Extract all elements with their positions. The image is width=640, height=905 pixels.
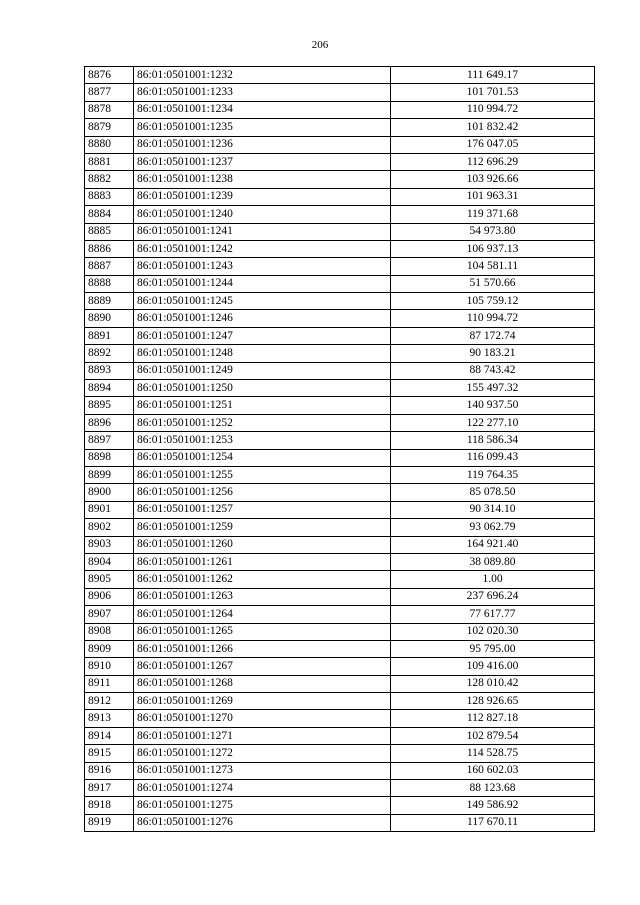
row-number-cell: 8908 <box>85 623 134 640</box>
table-row <box>85 814 595 831</box>
cadastral-value-cell: 54 973.80 <box>391 223 595 240</box>
table-body <box>85 67 595 832</box>
table-row <box>85 171 595 188</box>
row-number-cell: 8894 <box>85 380 134 397</box>
cadastral-number-cell: 86:01:0501001:1273 <box>134 762 391 779</box>
cadastral-number-cell: 86:01:0501001:1232 <box>134 67 391 84</box>
cadastral-value-cell: 88 743.42 <box>391 362 595 379</box>
table-row <box>85 345 595 362</box>
cadastral-number-cell: 86:01:0501001:1253 <box>134 432 391 449</box>
cadastral-number-cell: 86:01:0501001:1245 <box>134 293 391 310</box>
cadastral-number-cell: 86:01:0501001:1263 <box>134 588 391 605</box>
cadastral-number-cell: 86:01:0501001:1264 <box>134 606 391 623</box>
row-number-cell: 8914 <box>85 727 134 744</box>
table-row <box>85 745 595 762</box>
table-row <box>85 258 595 275</box>
cadastral-number-cell: 86:01:0501001:1251 <box>134 397 391 414</box>
table-row <box>85 710 595 727</box>
table-row <box>85 536 595 553</box>
row-number-cell: 8885 <box>85 223 134 240</box>
row-number-cell: 8900 <box>85 484 134 501</box>
cadastral-value-cell: 51 570.66 <box>391 275 595 292</box>
row-number-cell: 8899 <box>85 466 134 483</box>
cadastral-value-cell: 104 581.11 <box>391 258 595 275</box>
cadastral-number-cell: 86:01:0501001:1254 <box>134 449 391 466</box>
table-row <box>85 293 595 310</box>
cadastral-number-cell: 86:01:0501001:1271 <box>134 727 391 744</box>
row-number-cell: 8877 <box>85 84 134 101</box>
row-number-cell: 8883 <box>85 188 134 205</box>
cadastral-value-cell: 128 010.42 <box>391 675 595 692</box>
row-number-cell: 8878 <box>85 101 134 118</box>
cadastral-value-cell: 102 020.30 <box>391 623 595 640</box>
cadastral-number-cell: 86:01:0501001:1246 <box>134 310 391 327</box>
cadastral-value-table <box>84 66 595 832</box>
table-row <box>85 380 595 397</box>
cadastral-value-cell: 110 994.72 <box>391 101 595 118</box>
table-row <box>85 640 595 657</box>
row-number-cell: 8890 <box>85 310 134 327</box>
cadastral-number-cell: 86:01:0501001:1242 <box>134 240 391 257</box>
cadastral-number-cell: 86:01:0501001:1262 <box>134 571 391 588</box>
cadastral-number-cell: 86:01:0501001:1238 <box>134 171 391 188</box>
row-number-cell: 8888 <box>85 275 134 292</box>
cadastral-number-cell: 86:01:0501001:1244 <box>134 275 391 292</box>
table-row <box>85 84 595 101</box>
row-number-cell: 8897 <box>85 432 134 449</box>
table-row <box>85 362 595 379</box>
cadastral-number-cell: 86:01:0501001:1268 <box>134 675 391 692</box>
row-number-cell: 8910 <box>85 658 134 675</box>
table-row <box>85 466 595 483</box>
table-row <box>85 553 595 570</box>
cadastral-value-cell: 122 277.10 <box>391 414 595 431</box>
row-number-cell: 8893 <box>85 362 134 379</box>
cadastral-value-cell: 90 314.10 <box>391 501 595 518</box>
row-number-cell: 8881 <box>85 153 134 170</box>
cadastral-number-cell: 86:01:0501001:1269 <box>134 693 391 710</box>
row-number-cell: 8876 <box>85 67 134 84</box>
cadastral-number-cell: 86:01:0501001:1274 <box>134 780 391 797</box>
row-number-cell: 8901 <box>85 501 134 518</box>
table-row <box>85 223 595 240</box>
cadastral-number-cell: 86:01:0501001:1252 <box>134 414 391 431</box>
row-number-cell: 8912 <box>85 693 134 710</box>
table-row <box>85 797 595 814</box>
table-row <box>85 501 595 518</box>
row-number-cell: 8895 <box>85 397 134 414</box>
cadastral-value-cell: 128 926.65 <box>391 693 595 710</box>
cadastral-number-cell: 86:01:0501001:1267 <box>134 658 391 675</box>
row-number-cell: 8891 <box>85 327 134 344</box>
row-number-cell: 8915 <box>85 745 134 762</box>
cadastral-value-cell: 119 371.68 <box>391 206 595 223</box>
cadastral-value-cell: 105 759.12 <box>391 293 595 310</box>
table-row <box>85 519 595 536</box>
table-row <box>85 432 595 449</box>
table-row <box>85 240 595 257</box>
cadastral-number-cell: 86:01:0501001:1272 <box>134 745 391 762</box>
row-number-cell: 8913 <box>85 710 134 727</box>
table-row <box>85 153 595 170</box>
row-number-cell: 8903 <box>85 536 134 553</box>
cadastral-number-cell: 86:01:0501001:1240 <box>134 206 391 223</box>
table-row <box>85 449 595 466</box>
cadastral-number-cell: 86:01:0501001:1241 <box>134 223 391 240</box>
table-row <box>85 484 595 501</box>
cadastral-value-cell: 118 586.34 <box>391 432 595 449</box>
cadastral-value-cell: 95 795.00 <box>391 640 595 657</box>
table-row <box>85 206 595 223</box>
table-row <box>85 762 595 779</box>
cadastral-value-cell: 116 099.43 <box>391 449 595 466</box>
cadastral-value-cell: 38 089.80 <box>391 553 595 570</box>
row-number-cell: 8896 <box>85 414 134 431</box>
table-row <box>85 414 595 431</box>
cadastral-number-cell: 86:01:0501001:1237 <box>134 153 391 170</box>
table-row <box>85 119 595 136</box>
row-number-cell: 8898 <box>85 449 134 466</box>
table-row <box>85 780 595 797</box>
table-row <box>85 101 595 118</box>
cadastral-number-cell: 86:01:0501001:1236 <box>134 136 391 153</box>
cadastral-number-cell: 86:01:0501001:1248 <box>134 345 391 362</box>
table-row <box>85 275 595 292</box>
table-row <box>85 588 595 605</box>
row-number-cell: 8884 <box>85 206 134 223</box>
row-number-cell: 8918 <box>85 797 134 814</box>
cadastral-number-cell: 86:01:0501001:1261 <box>134 553 391 570</box>
row-number-cell: 8916 <box>85 762 134 779</box>
cadastral-value-cell: 164 921.40 <box>391 536 595 553</box>
table-row <box>85 67 595 84</box>
cadastral-value-cell: 1.00 <box>391 571 595 588</box>
row-number-cell: 8906 <box>85 588 134 605</box>
cadastral-value-cell: 176 047.05 <box>391 136 595 153</box>
row-number-cell: 8909 <box>85 640 134 657</box>
cadastral-value-cell: 119 764.35 <box>391 466 595 483</box>
cadastral-number-cell: 86:01:0501001:1247 <box>134 327 391 344</box>
cadastral-value-cell: 155 497.32 <box>391 380 595 397</box>
cadastral-number-cell: 86:01:0501001:1249 <box>134 362 391 379</box>
row-number-cell: 8907 <box>85 606 134 623</box>
cadastral-number-cell: 86:01:0501001:1275 <box>134 797 391 814</box>
cadastral-value-cell: 149 586.92 <box>391 797 595 814</box>
cadastral-number-cell: 86:01:0501001:1233 <box>134 84 391 101</box>
cadastral-number-cell: 86:01:0501001:1239 <box>134 188 391 205</box>
row-number-cell: 8905 <box>85 571 134 588</box>
cadastral-number-cell: 86:01:0501001:1250 <box>134 380 391 397</box>
cadastral-value-cell: 101 701.53 <box>391 84 595 101</box>
cadastral-number-cell: 86:01:0501001:1257 <box>134 501 391 518</box>
row-number-cell: 8880 <box>85 136 134 153</box>
cadastral-value-cell: 93 062.79 <box>391 519 595 536</box>
cadastral-number-cell: 86:01:0501001:1259 <box>134 519 391 536</box>
table-row <box>85 606 595 623</box>
row-number-cell: 8892 <box>85 345 134 362</box>
cadastral-value-cell: 160 602.03 <box>391 762 595 779</box>
cadastral-value-cell: 117 670.11 <box>391 814 595 831</box>
table-row <box>85 623 595 640</box>
cadastral-value-cell: 103 926.66 <box>391 171 595 188</box>
cadastral-number-cell: 86:01:0501001:1270 <box>134 710 391 727</box>
table-row <box>85 310 595 327</box>
cadastral-value-cell: 101 832.42 <box>391 119 595 136</box>
row-number-cell: 8889 <box>85 293 134 310</box>
cadastral-value-cell: 110 994.72 <box>391 310 595 327</box>
table-row <box>85 397 595 414</box>
table-row <box>85 571 595 588</box>
cadastral-value-cell: 140 937.50 <box>391 397 595 414</box>
cadastral-value-cell: 101 963.31 <box>391 188 595 205</box>
row-number-cell: 8887 <box>85 258 134 275</box>
cadastral-number-cell: 86:01:0501001:1235 <box>134 119 391 136</box>
cadastral-number-cell: 86:01:0501001:1276 <box>134 814 391 831</box>
cadastral-value-cell: 87 172.74 <box>391 327 595 344</box>
cadastral-value-cell: 109 416.00 <box>391 658 595 675</box>
cadastral-value-cell: 106 937.13 <box>391 240 595 257</box>
row-number-cell: 8879 <box>85 119 134 136</box>
cadastral-value-cell: 112 827.18 <box>391 710 595 727</box>
cadastral-number-cell: 86:01:0501001:1260 <box>134 536 391 553</box>
row-number-cell: 8886 <box>85 240 134 257</box>
cadastral-value-cell: 90 183.21 <box>391 345 595 362</box>
table-row <box>85 675 595 692</box>
cadastral-number-cell: 86:01:0501001:1243 <box>134 258 391 275</box>
cadastral-value-cell: 77 617.77 <box>391 606 595 623</box>
table-row <box>85 136 595 153</box>
cadastral-number-cell: 86:01:0501001:1265 <box>134 623 391 640</box>
table-row <box>85 693 595 710</box>
table-row <box>85 727 595 744</box>
row-number-cell: 8902 <box>85 519 134 536</box>
cadastral-value-cell: 237 696.24 <box>391 588 595 605</box>
page-number: 206 <box>311 39 329 51</box>
row-number-cell: 8911 <box>85 675 134 692</box>
cadastral-number-cell: 86:01:0501001:1255 <box>134 466 391 483</box>
row-number-cell: 8882 <box>85 171 134 188</box>
table-row <box>85 188 595 205</box>
row-number-cell: 8919 <box>85 814 134 831</box>
table-row <box>85 327 595 344</box>
cadastral-number-cell: 86:01:0501001:1234 <box>134 101 391 118</box>
cadastral-value-cell: 85 078.50 <box>391 484 595 501</box>
cadastral-value-cell: 111 649.17 <box>391 67 595 84</box>
row-number-cell: 8917 <box>85 780 134 797</box>
row-number-cell: 8904 <box>85 553 134 570</box>
cadastral-number-cell: 86:01:0501001:1266 <box>134 640 391 657</box>
cadastral-number-cell: 86:01:0501001:1256 <box>134 484 391 501</box>
cadastral-value-cell: 114 528.75 <box>391 745 595 762</box>
table-row <box>85 658 595 675</box>
cadastral-value-cell: 112 696.29 <box>391 153 595 170</box>
cadastral-value-cell: 102 879.54 <box>391 727 595 744</box>
cadastral-value-cell: 88 123.68 <box>391 780 595 797</box>
